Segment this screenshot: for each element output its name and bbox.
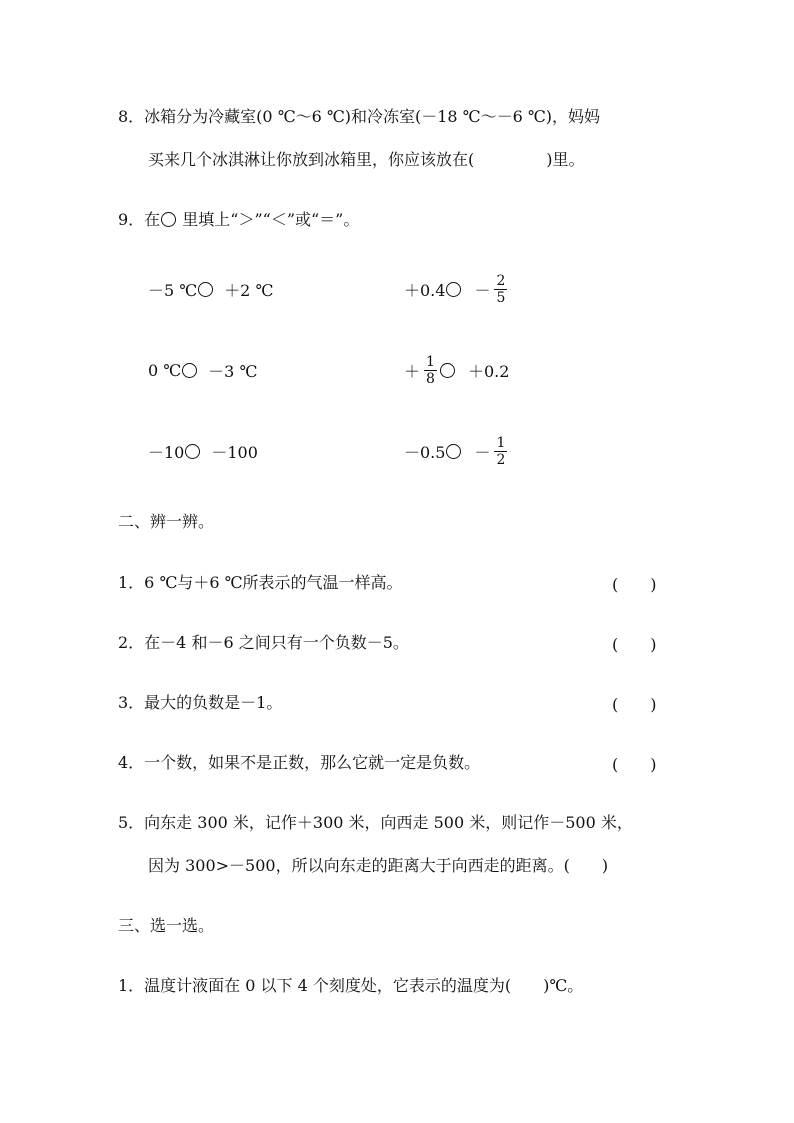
q9-row2-right — [404, 340, 509, 400]
s2-item5-line2: 因为 300>－500，所以向东走的距离大于向西走的距离。( ) — [148, 856, 609, 875]
q9-r1-left-answer-circle[interactable] — [198, 282, 213, 297]
s2-item2-bracket[interactable]: ( ) — [612, 635, 657, 654]
q9-r3-left-a: －10 — [148, 442, 185, 462]
q9-row1-left — [148, 259, 273, 319]
q9-r2-left-a: 0 ℃ — [148, 360, 182, 380]
fraction-numerator: 2 — [496, 272, 506, 289]
s2-item5-line1: 5．向东走 300 米，记作＋300 米，向西走 500 米，则记作－500 米， — [118, 813, 633, 832]
s2-item3-bracket[interactable]: ( ) — [612, 695, 657, 714]
q9-instruction — [118, 209, 359, 231]
s2-item1-bracket[interactable]: ( ) — [612, 575, 657, 594]
q9-row3-left — [148, 421, 258, 481]
q9-r3-fraction — [494, 435, 507, 468]
s2-item2-text: 2．在－4 和－6 之间只有一个负数－5。 — [118, 633, 409, 652]
q9-r2-right-answer-circle[interactable] — [440, 363, 455, 378]
q9-r2-left-answer-circle[interactable] — [182, 363, 197, 378]
q9-r1-right-sign: － — [474, 280, 491, 300]
fraction-denominator: 8 — [426, 370, 435, 387]
fraction-denominator: 5 — [496, 289, 506, 306]
q9-row3-right — [404, 421, 509, 481]
q9-r3-right-sign: － — [474, 442, 491, 462]
fraction-numerator: 1 — [426, 353, 435, 370]
q8-line2 — [148, 149, 585, 171]
q9-r1-right-answer-circle[interactable] — [446, 282, 461, 297]
s2-item3-text: 3．最大的负数是－1。 — [118, 693, 283, 712]
section3-heading: 三、选一选。 — [118, 916, 215, 935]
s2-item4-bracket[interactable]: ( ) — [612, 755, 657, 774]
q9-r3-left-answer-circle[interactable] — [185, 444, 200, 459]
q9-r1-right-a: ＋0.4 — [404, 280, 446, 300]
q9-r3-left-b: －100 — [211, 442, 258, 462]
section2-heading: 二、辨一辨。 — [118, 512, 215, 531]
fraction-numerator: 1 — [496, 434, 506, 451]
q9-r1-left-a: －5 ℃ — [148, 280, 198, 300]
q9-r2-right-b: ＋0.2 — [467, 361, 510, 381]
q9-label: 9．在 — [118, 210, 161, 229]
q9-r1-fraction — [494, 273, 507, 306]
q8-line1: 8．冰箱分为冷藏室(0 ℃～6 ℃)和冷冻室(－18 ℃～－6 ℃)，妈妈 — [118, 107, 600, 126]
circle-blank-icon — [161, 212, 176, 227]
fraction-denominator: 2 — [496, 451, 506, 468]
s2-item4-text: 4．一个数，如果不是正数，那么它就一定是负数。 — [118, 753, 481, 772]
q9-r2-left-b: －3 ℃ — [208, 361, 258, 381]
s2-item1-text: 1．6 ℃与＋6 ℃所表示的气温一样高。 — [118, 573, 403, 592]
q9-r3-right-a: －0.5 — [404, 442, 446, 462]
q9-r2-fraction — [424, 354, 437, 387]
q9-row1-right — [404, 259, 509, 319]
q9-row2-left — [148, 340, 257, 400]
q9-instruction-text: 里填上“＞”“＜”或“＝”。 — [177, 210, 360, 229]
s3-q1-text: 1．温度计液面在 0 以下 4 个刻度处，它表示的温度为( )℃。 — [118, 976, 584, 995]
q9-r1-left-b: ＋2 ℃ — [224, 280, 274, 300]
q9-r3-right-answer-circle[interactable] — [446, 444, 461, 459]
q9-r2-right-sign: ＋ — [404, 361, 421, 381]
q8-line2-end: )里。 — [546, 150, 585, 169]
q8-line2-text: 买来几个冰淇淋让你放到冰箱里，你应该放在( — [148, 150, 475, 169]
